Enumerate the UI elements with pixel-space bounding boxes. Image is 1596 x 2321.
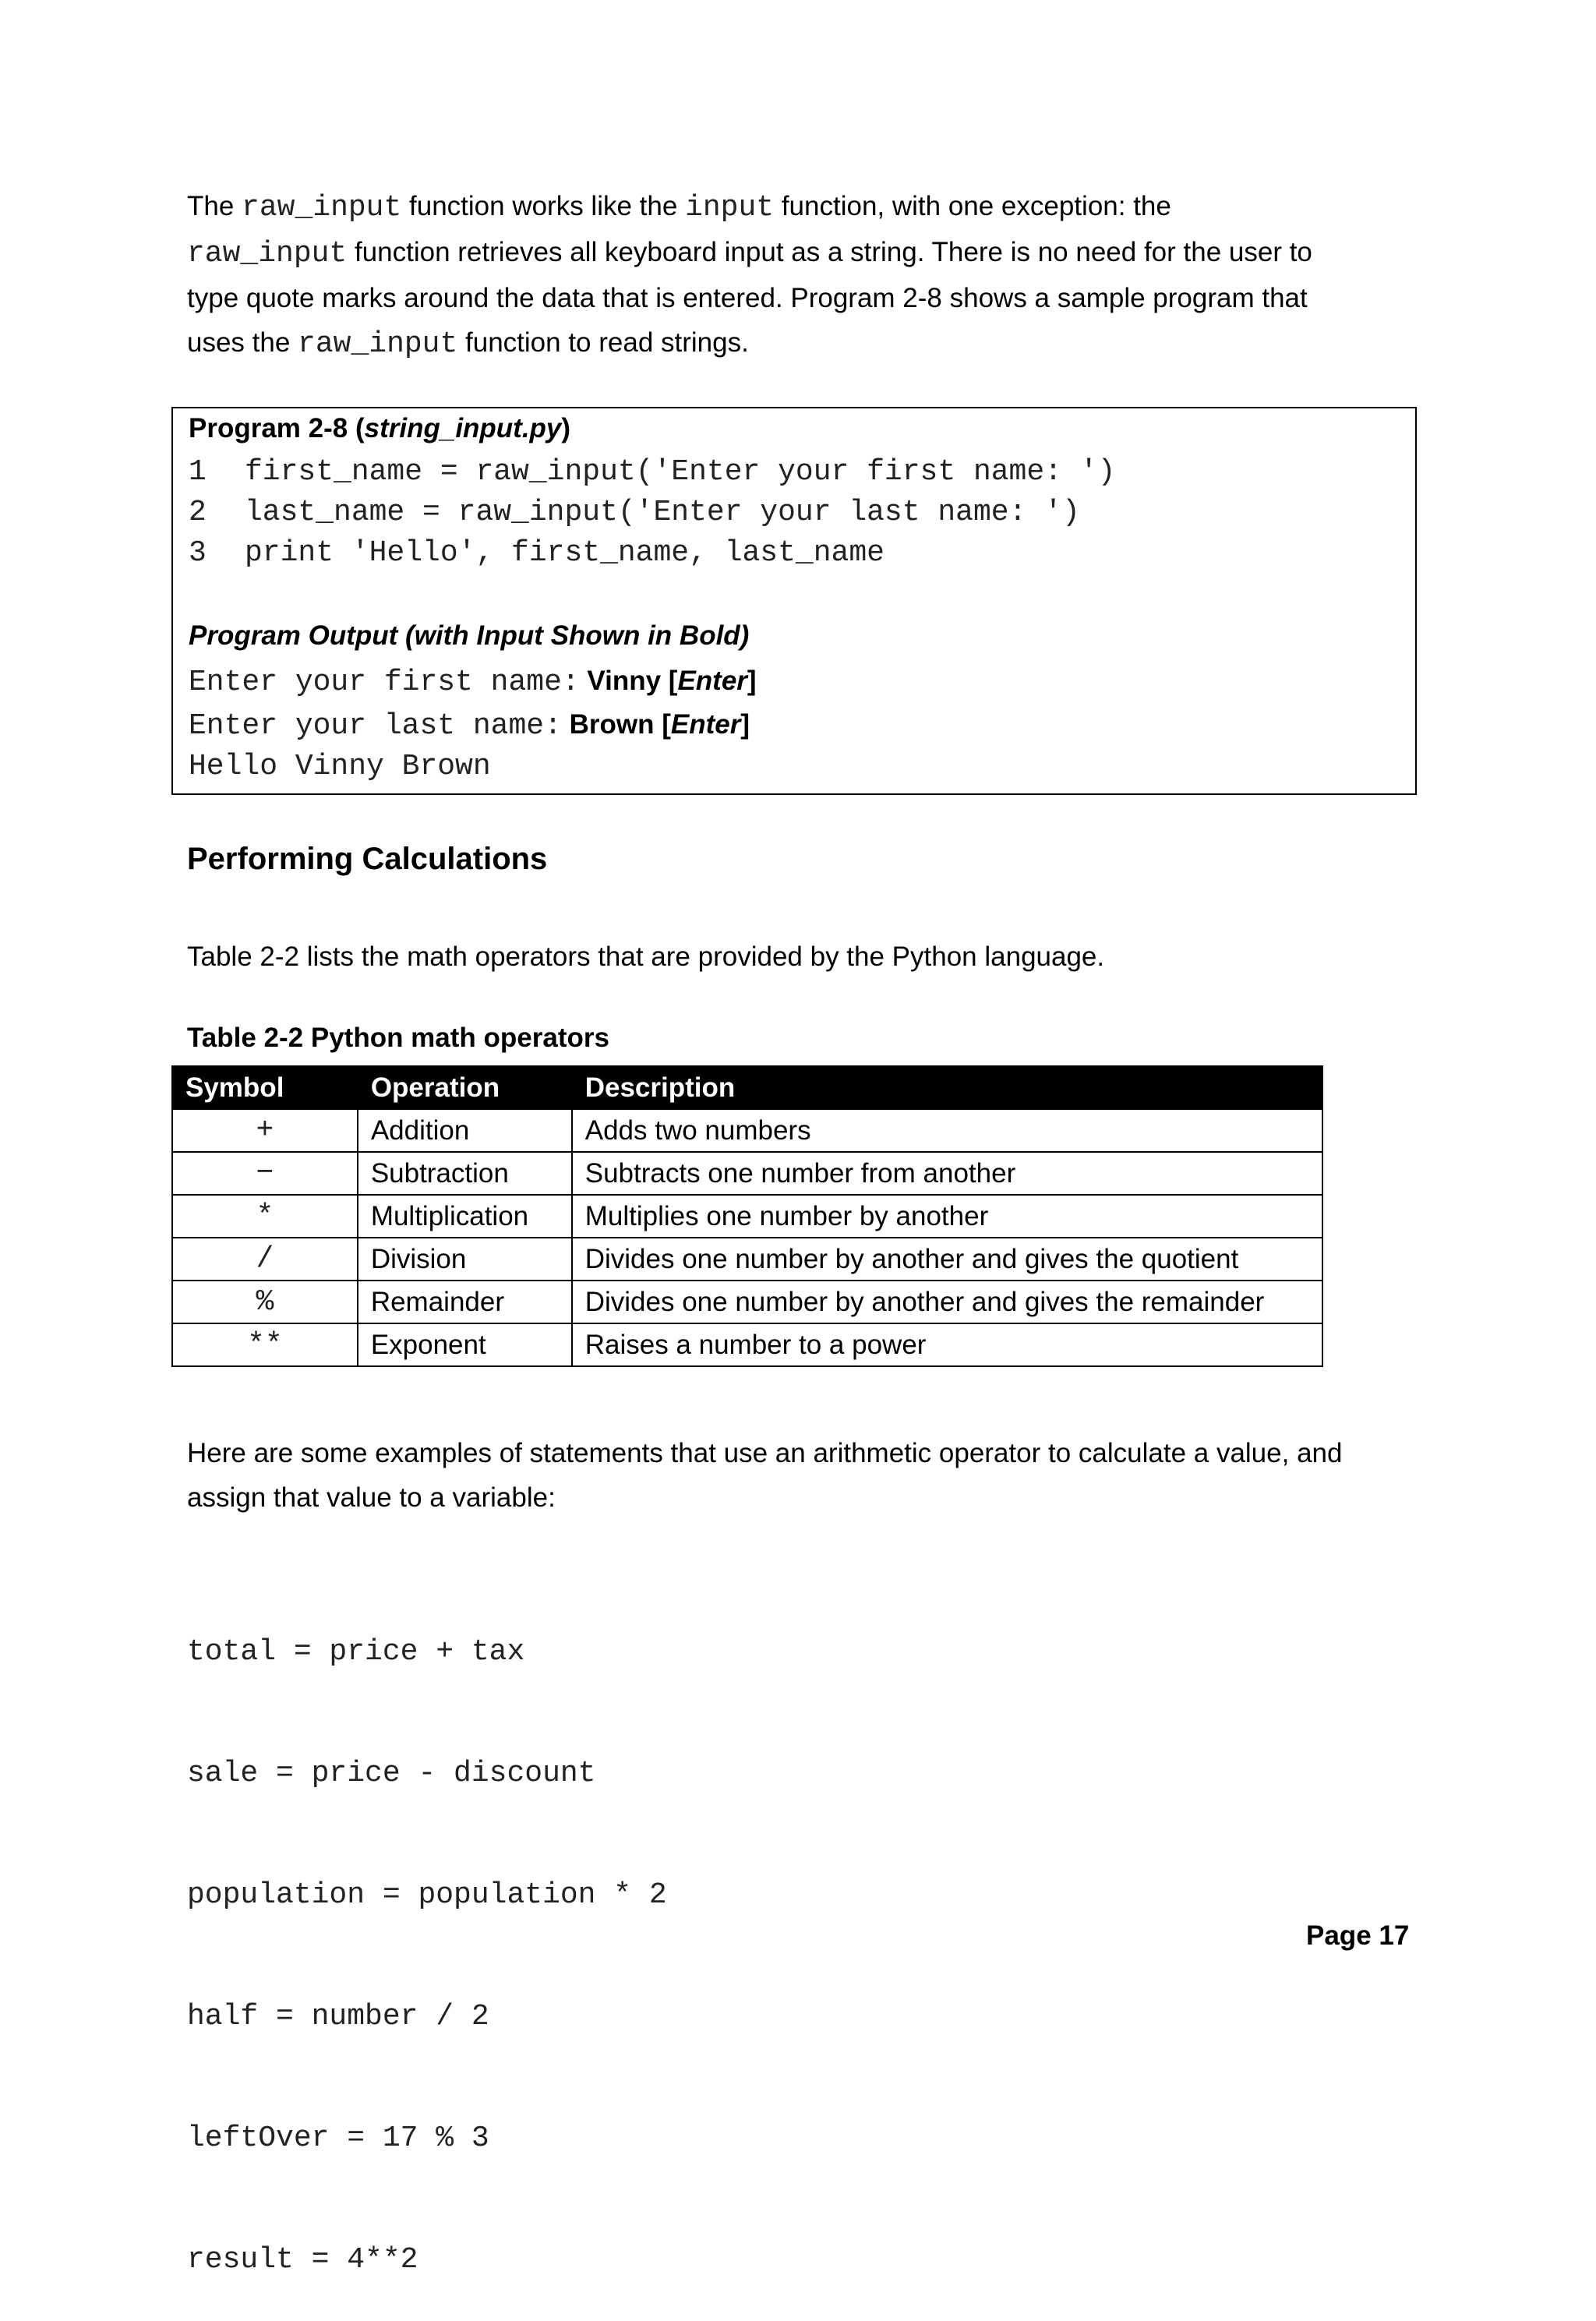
table-intro: Table 2-2 lists the math operators that are provided by the Python language.	[187, 941, 1105, 972]
intro-line-1: The raw_input function works like the input function, with one exception: the	[187, 191, 1171, 224]
table-row	[172, 1281, 1322, 1323]
section-heading: Performing Calculations	[187, 842, 548, 876]
operation-cell: Addition	[358, 1109, 572, 1152]
column-header: Symbol	[172, 1066, 358, 1109]
operation-cell: Subtraction	[358, 1152, 572, 1195]
code-line: 1 first_name = raw_input('Enter your first name: ')	[189, 455, 1116, 489]
output-line: Enter your first name: Vinny [Enter]	[189, 666, 757, 699]
symbol-cell: **	[172, 1323, 358, 1366]
column-header: Operation	[358, 1066, 572, 1109]
description-cell: Divides one number by another and gives the quotient	[572, 1238, 1322, 1281]
code-line: total = price + tax	[187, 1635, 525, 1669]
table-row	[172, 1152, 1322, 1195]
symbol-cell: /	[172, 1238, 358, 1281]
intro-line-4: uses the raw_input function to read strings.	[187, 327, 749, 361]
table-row	[172, 1238, 1322, 1281]
operation-cell: Multiplication	[358, 1195, 572, 1238]
code-line: population = population * 2	[187, 1878, 667, 1912]
operation-cell: Division	[358, 1238, 572, 1281]
program-listing-box	[171, 407, 1417, 795]
table-row	[172, 1195, 1322, 1238]
operation-cell: Remainder	[358, 1281, 572, 1323]
table-row	[172, 1323, 1322, 1366]
inline-code: input	[685, 191, 775, 224]
symbol-cell: *	[172, 1195, 358, 1238]
table-caption: Table 2-2 Python math operators	[187, 1023, 609, 1053]
inline-code: raw_input	[187, 237, 348, 270]
code-line: result = 4**2	[187, 2243, 418, 2277]
program-output-title: Program Output (with Input Shown in Bold)	[189, 620, 750, 651]
code-line: sale = price - discount	[187, 1757, 596, 1790]
code-line: 2 last_name = raw_input('Enter your last name: ')	[189, 496, 1080, 529]
description-cell: Subtracts one number from another	[572, 1152, 1322, 1195]
description-cell: Raises a number to a power	[572, 1323, 1322, 1366]
examples-intro	[187, 1431, 1411, 1520]
code-line: 3 print 'Hello', first_name, last_name	[189, 536, 885, 570]
intro-paragraph	[187, 184, 1411, 366]
description-cell: Multiplies one number by another	[572, 1195, 1322, 1238]
operation-cell: Exponent	[358, 1323, 572, 1366]
page-number: Page 17	[1306, 1920, 1410, 1951]
examples-intro-line: Here are some examples of statements that use an arithmetic operator to calculate a value, and	[187, 1438, 1343, 1468]
inline-code: raw_input	[298, 327, 458, 361]
column-header: Description	[572, 1066, 1322, 1109]
description-cell: Divides one number by another and gives the remainder	[572, 1281, 1322, 1323]
intro-line-2: raw_input function retrieves all keyboard input as a string. There is no need for the user to	[187, 237, 1312, 270]
description-cell: Adds two numbers	[572, 1109, 1322, 1152]
code-line: half = number / 2	[187, 2000, 489, 2033]
examples-intro-line: assign that value to a variable:	[187, 1482, 556, 1513]
math-operators-table	[171, 1065, 1323, 1367]
symbol-cell: +	[172, 1109, 358, 1152]
intro-line-3: type quote marks around the data that is entered. Program 2-8 shows a sample program that	[187, 283, 1308, 313]
code-line: leftOver = 17 % 3	[187, 2121, 489, 2155]
table-row	[172, 1109, 1322, 1152]
program-title: Program 2-8 (string_input.py)	[189, 413, 571, 443]
symbol-cell: %	[172, 1281, 358, 1323]
table-header-row	[172, 1066, 1322, 1109]
examples-code-block	[187, 1551, 667, 2321]
symbol-cell: −	[172, 1152, 358, 1195]
output-line: Hello Vinny Brown	[189, 750, 491, 783]
inline-code: raw_input	[242, 191, 402, 224]
output-line: Enter your last name: Brown [Enter]	[189, 709, 750, 743]
